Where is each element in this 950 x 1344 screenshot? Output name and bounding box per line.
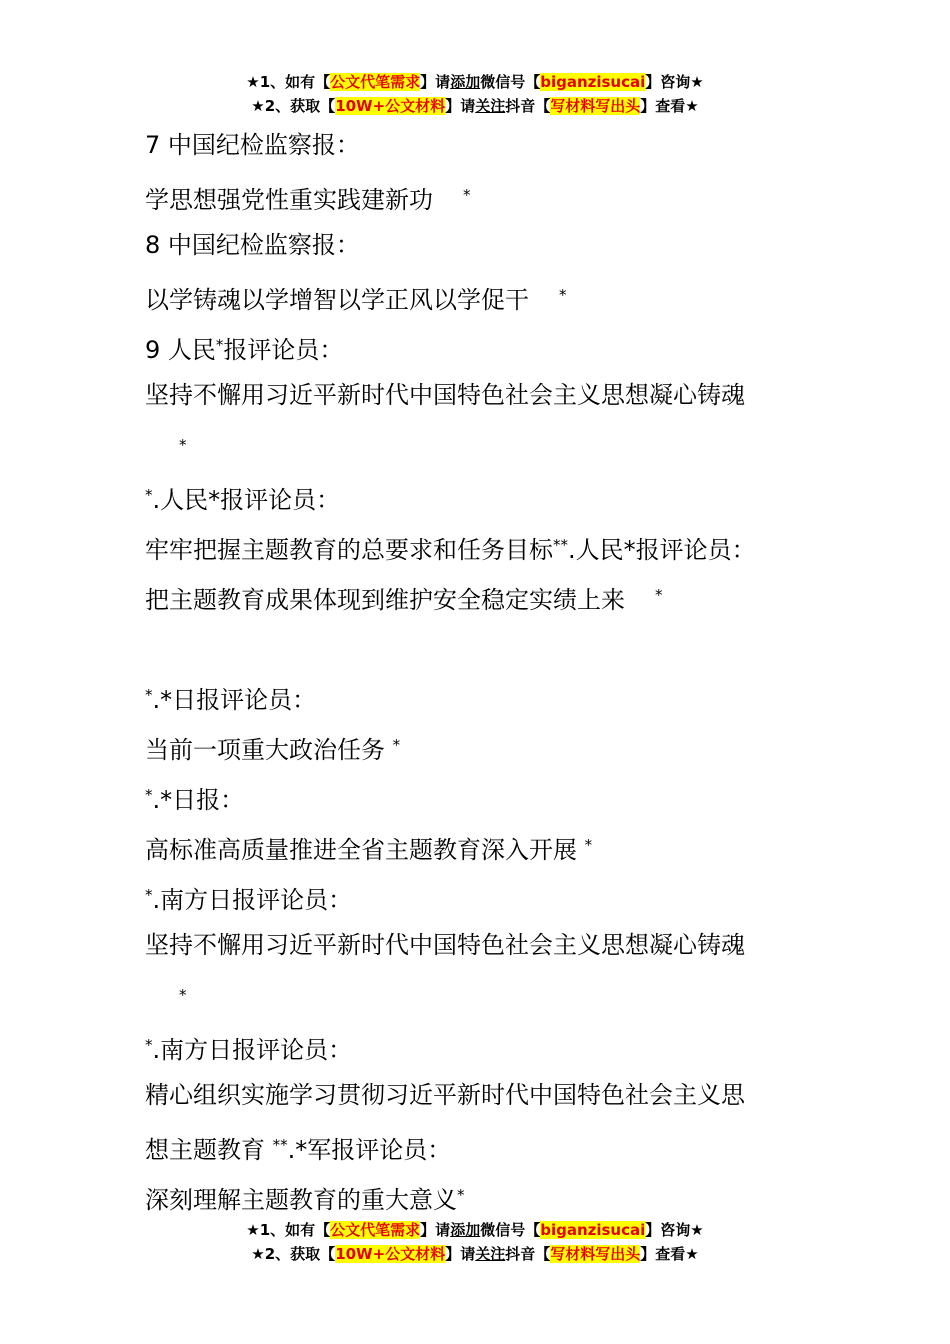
body-line: 想主题教育 **.*军报评论员： bbox=[145, 1136, 452, 1164]
body-line: * bbox=[179, 986, 187, 1004]
wechat-id: biganzisucai bbox=[540, 1221, 646, 1239]
banner-line-1: ★1、如有【公文代笔需求】请添加微信号【biganzisucai】咨询★ bbox=[246, 73, 704, 91]
body-line: 8 中国纪检监察报： bbox=[145, 231, 360, 259]
banner-highlight: 10W+公文材料 bbox=[335, 1245, 446, 1263]
bottom-banner bbox=[0, 1218, 950, 1266]
body-line: * bbox=[179, 436, 187, 454]
banner-highlight: 10W+公文材料 bbox=[335, 97, 446, 115]
body-line: *.南方日报评论员： bbox=[145, 886, 353, 914]
body-line: 把主题教育成果体现到维护安全稳定实绩上来 * bbox=[145, 586, 663, 614]
body-line: *.*日报： bbox=[145, 786, 245, 814]
banner-highlight: 公文代笔需求 bbox=[330, 73, 421, 91]
banner-line-2: ★2、获取【10W+公文材料】请关注抖音【写材料写出头】查看★ bbox=[251, 1245, 699, 1263]
body-line: *.南方日报评论员： bbox=[145, 1036, 353, 1064]
body-line: 7 中国纪检监察报： bbox=[145, 131, 360, 159]
body-line: 坚持不懈用习近平新时代中国特色社会主义思想凝心铸魂 bbox=[145, 931, 745, 959]
body-line: *.*日报评论员： bbox=[145, 686, 317, 714]
body-line: 牢牢把握主题教育的总要求和任务目标**.人民*报评论员： bbox=[145, 536, 756, 564]
body-line: 深刻理解主题教育的重大意义* bbox=[145, 1186, 465, 1214]
wechat-id: biganzisucai bbox=[540, 73, 646, 91]
body-line: *.人民*报评论员： bbox=[145, 486, 341, 514]
banner-highlight: 公文代笔需求 bbox=[330, 1221, 421, 1239]
douyin-account: 写材料写出头 bbox=[550, 1245, 641, 1263]
body-line: 9 人民*报评论员： bbox=[145, 336, 344, 364]
top-banner bbox=[0, 70, 950, 118]
douyin-account: 写材料写出头 bbox=[550, 97, 641, 115]
body-line: 坚持不懈用习近平新时代中国特色社会主义思想凝心铸魂 bbox=[145, 381, 745, 409]
banner-line-2: ★2、获取【10W+公文材料】请关注抖音【写材料写出头】查看★ bbox=[251, 97, 699, 115]
body-line: 学思想强党性重实践建新功 * bbox=[145, 186, 471, 214]
body-line: 精心组织实施学习贯彻习近平新时代中国特色社会主义思 bbox=[145, 1081, 745, 1109]
banner-line-1: ★1、如有【公文代笔需求】请添加微信号【biganzisucai】咨询★ bbox=[246, 1221, 704, 1239]
body-line: 当前一项重大政治任务 * bbox=[145, 736, 401, 764]
body-line: 以学铸魂以学增智以学正风以学促干 * bbox=[145, 286, 567, 314]
body-line: 高标准高质量推进全省主题教育深入开展 * bbox=[145, 836, 593, 864]
